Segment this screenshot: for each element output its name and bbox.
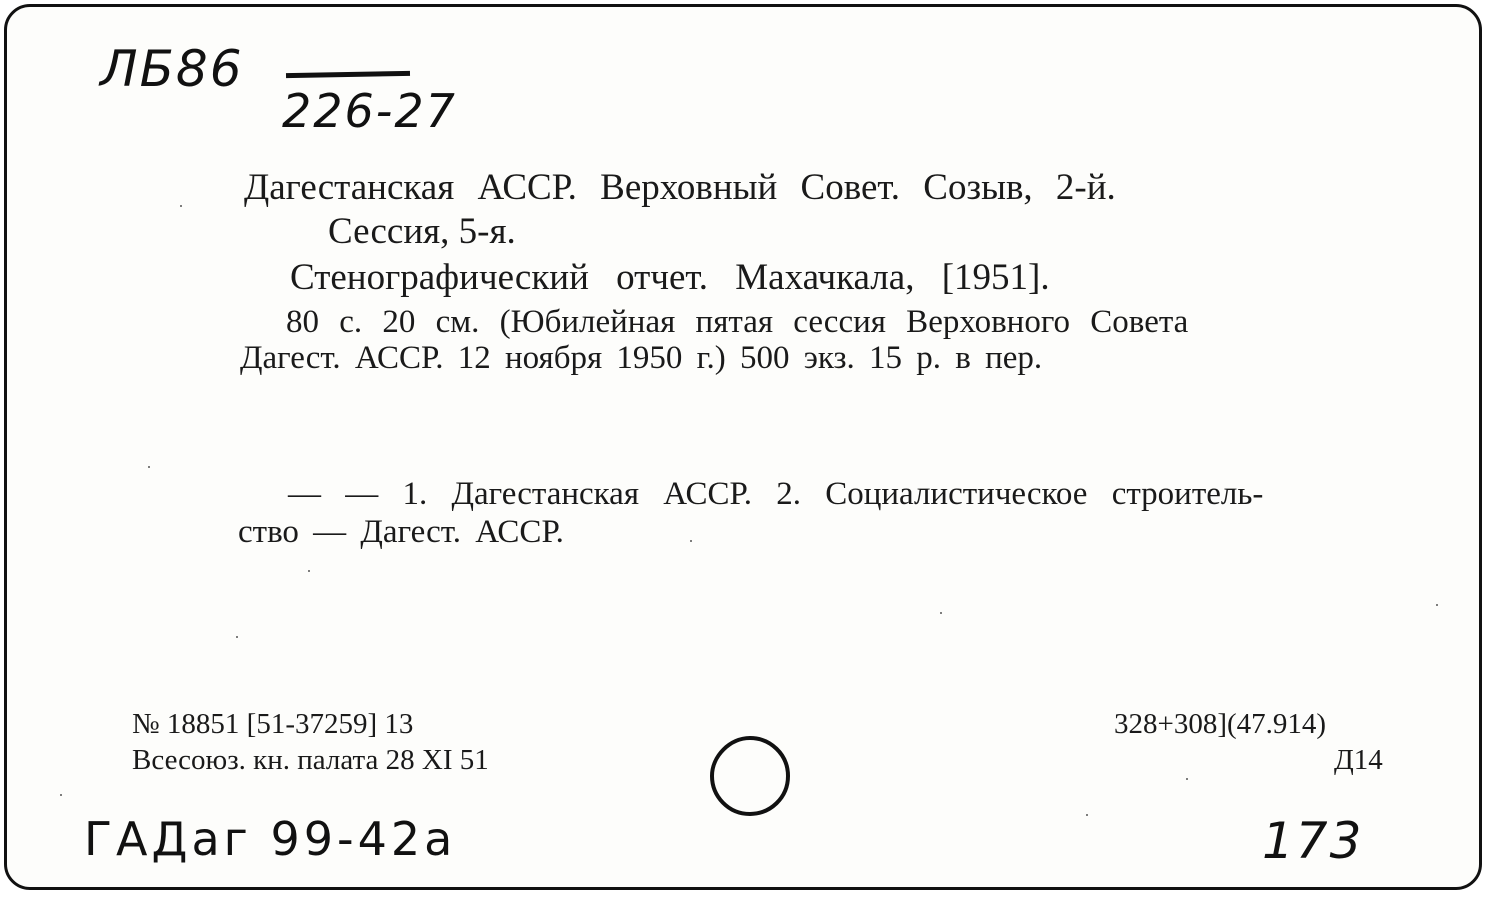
speck <box>690 540 692 542</box>
heading-line-2: Сессия, 5-я. <box>328 211 516 252</box>
classification-line-1: 328+308](47.914) <box>1114 708 1327 740</box>
stamp-circle <box>708 734 792 818</box>
handwritten-number: 173 <box>1262 812 1364 870</box>
title-line: Стенографический отчет. Махачкала, [1951]. <box>290 257 1050 298</box>
speck <box>1186 778 1188 780</box>
heading-line-1 <box>244 166 1406 209</box>
description-line-2: Дагест. АССР. 12 ноября 1950 г.) 500 экз. 15 р. в пер. <box>240 340 1043 376</box>
subjects-line-2: ство — Дагест. АССР. <box>238 514 564 550</box>
speck <box>1436 604 1438 606</box>
speck <box>236 636 238 638</box>
handwritten-archive-note: ГАДаг 99-42а <box>84 812 457 866</box>
registration-line-2: Всесоюз. кн. палата 28 XI 51 <box>132 744 489 776</box>
speck <box>60 794 62 796</box>
classification-line-2: Д14 <box>1334 744 1383 776</box>
registration-line-1: № 18851 [51-37259] 13 <box>132 708 414 740</box>
handwritten-call-number: ЛБ86 <box>100 40 244 98</box>
description-line-1: 80 с. 20 см. (Юбилейная пятая сессия Верховного Совета <box>286 304 1189 340</box>
speck <box>180 205 182 207</box>
heading-line-1-text: Дагестанская АССР. Верховный Совет. Созыв, 2-й. <box>244 167 1116 208</box>
speck <box>148 466 150 468</box>
speck <box>1086 814 1088 816</box>
speck <box>940 612 942 614</box>
speck <box>308 570 310 572</box>
handwritten-call-number-sub: 226-27 <box>282 84 457 138</box>
subjects-line-1: — — 1. Дагестанская АССР. 2. Социалистическое строитель- <box>288 476 1264 512</box>
